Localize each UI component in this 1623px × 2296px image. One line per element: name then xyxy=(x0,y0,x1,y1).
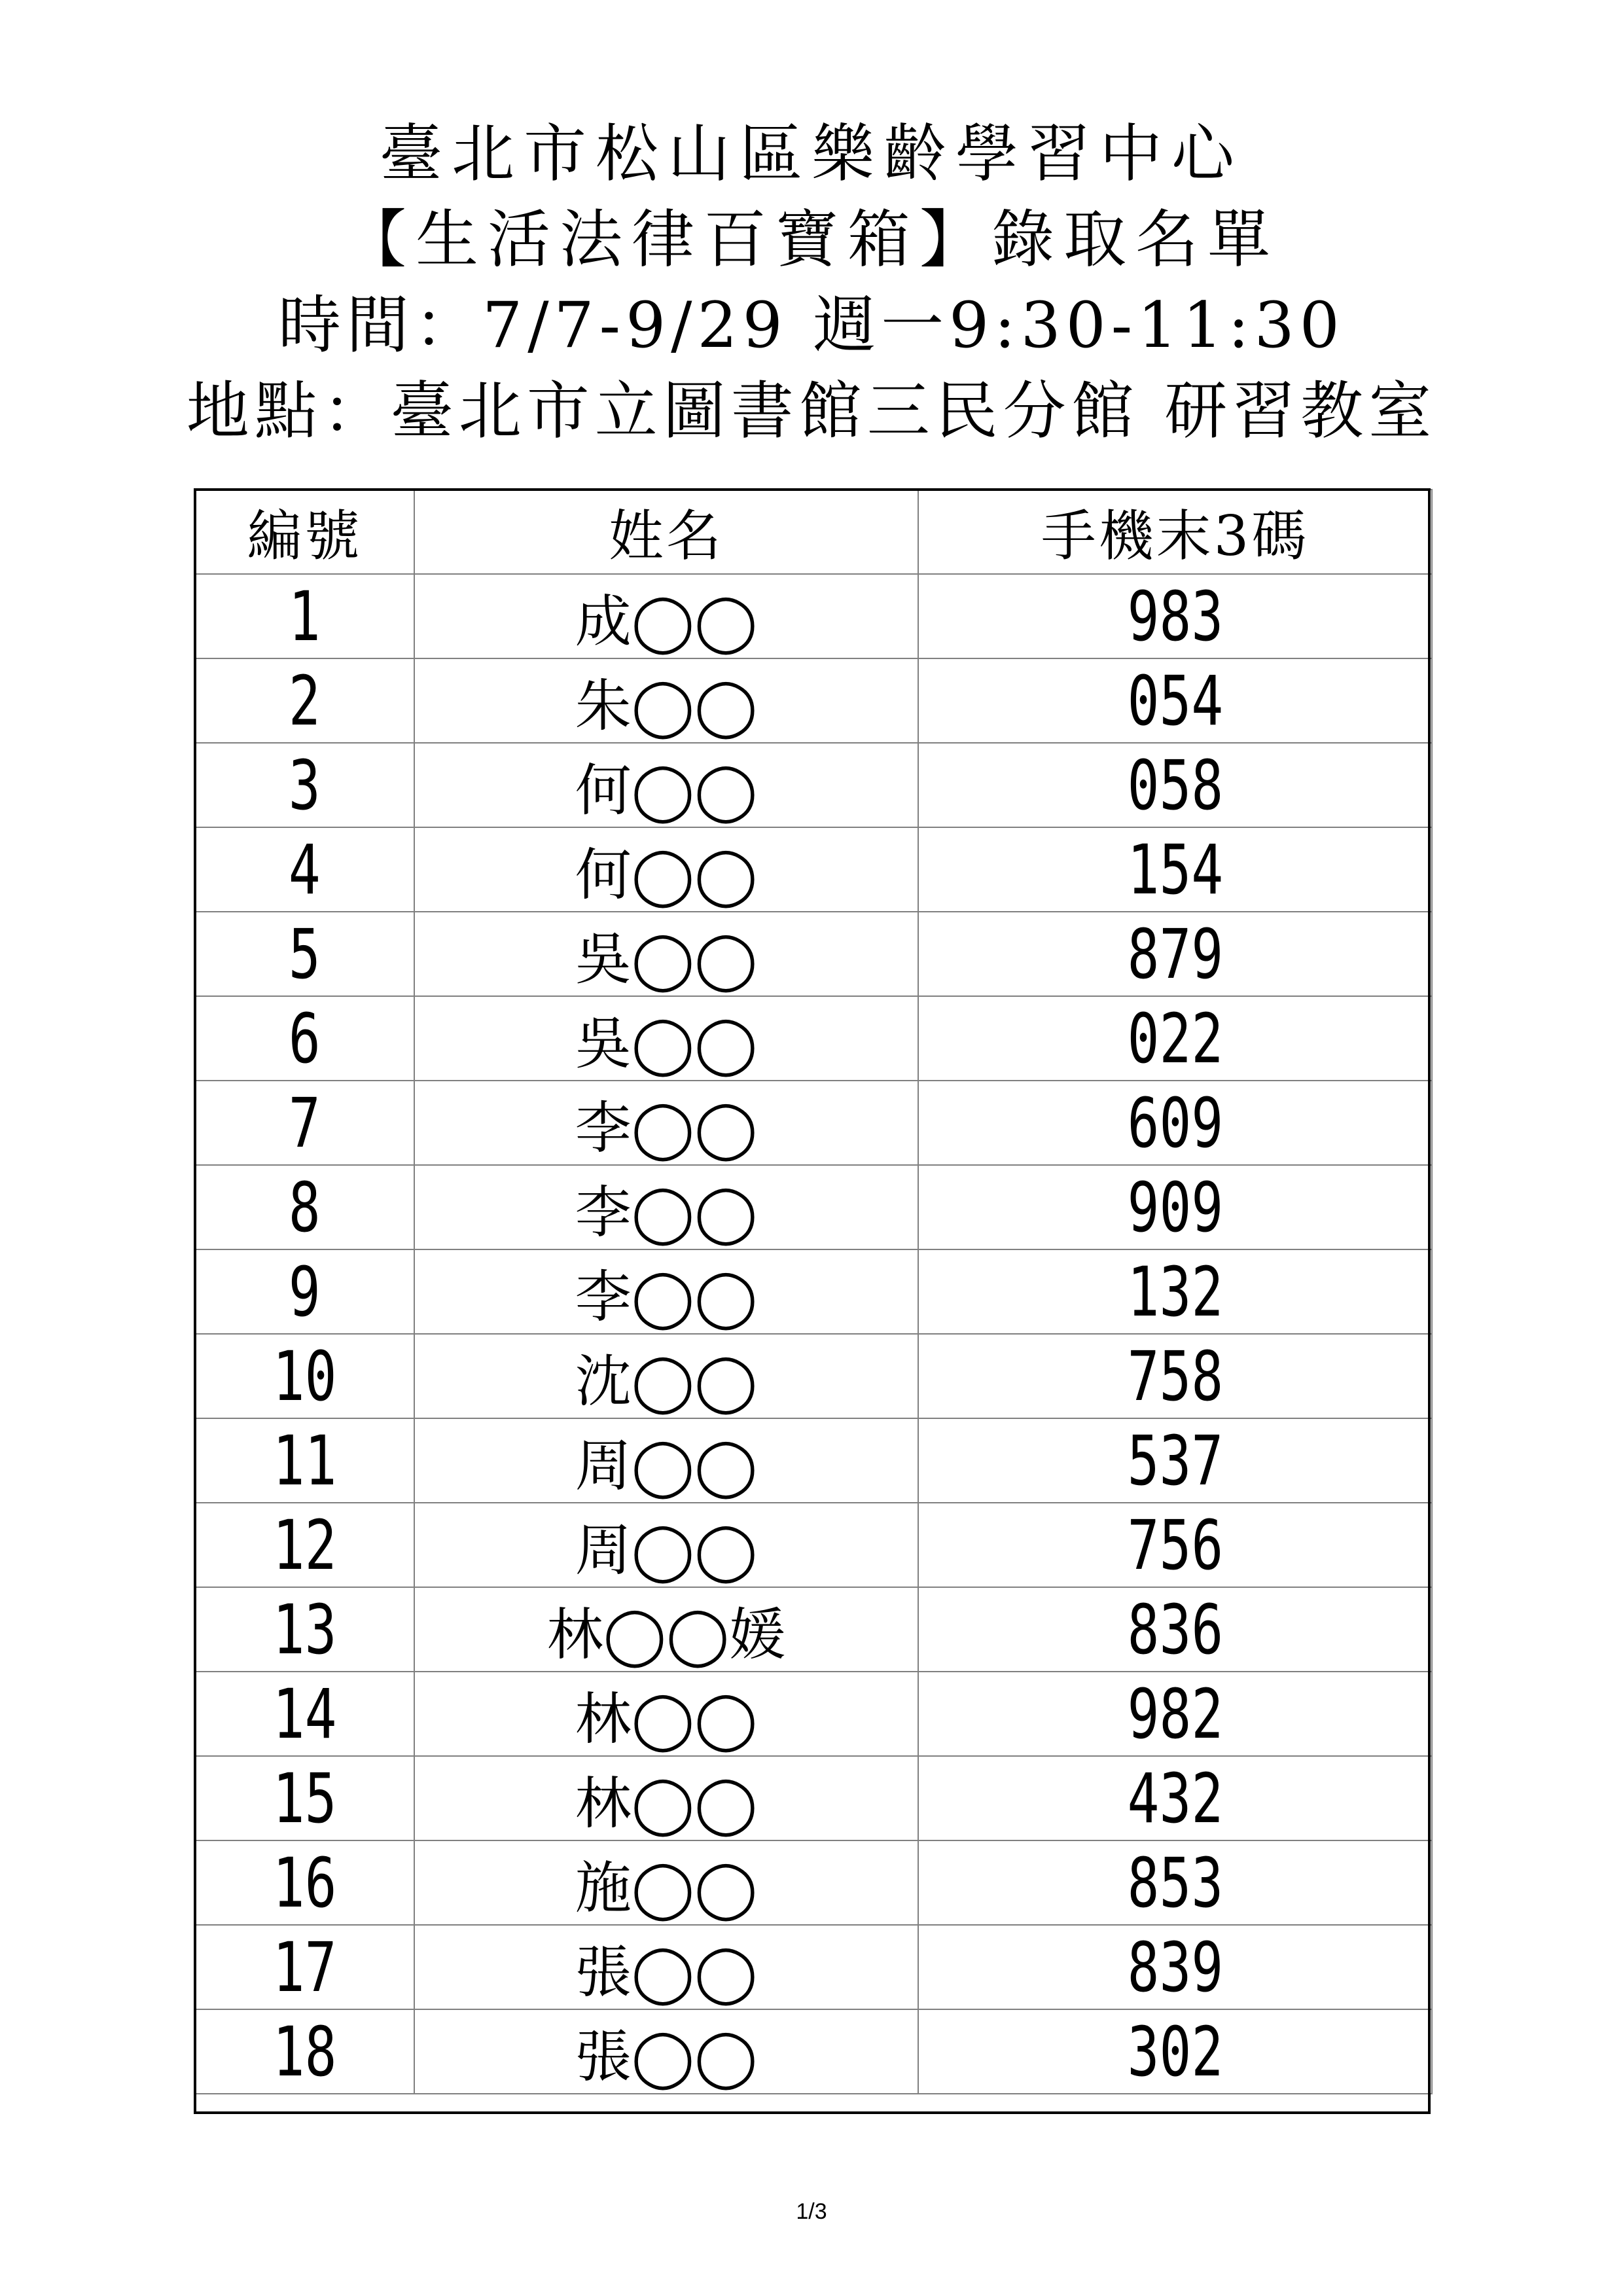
row-name-text: 李◯◯ xyxy=(575,1179,758,1246)
row-phone-last3 xyxy=(918,1840,1432,1925)
table-row xyxy=(195,1418,1432,1503)
row-name-text: 何◯◯ xyxy=(575,757,758,823)
row-phone-text: 154 xyxy=(1127,829,1223,910)
row-number-text: 7 xyxy=(289,1083,321,1163)
row-name xyxy=(414,1587,918,1672)
row-phone-text: 983 xyxy=(1127,576,1223,656)
row-name-text: 施◯◯ xyxy=(575,1855,758,1921)
row-phone-last3 xyxy=(918,1334,1432,1418)
table-row xyxy=(195,658,1432,743)
admission-table xyxy=(194,489,1433,2094)
row-phone-text: 836 xyxy=(1127,1589,1223,1670)
row-phone-last3 xyxy=(918,827,1432,912)
row-name xyxy=(414,2009,918,2094)
row-phone-last3 xyxy=(918,996,1432,1081)
row-name xyxy=(414,1418,918,1503)
row-phone-last3 xyxy=(918,574,1432,658)
table-row xyxy=(195,912,1432,996)
row-phone-text: 432 xyxy=(1127,1758,1223,1839)
page-number: 1/3 xyxy=(796,2199,827,2224)
row-name xyxy=(414,827,918,912)
table-row xyxy=(195,1503,1432,1587)
row-phone-text: 302 xyxy=(1127,2011,1223,2092)
table-body xyxy=(195,574,1432,2094)
row-number xyxy=(195,1081,414,1165)
center-name: 臺北市松山區樂齡學習中心 xyxy=(380,117,1243,190)
row-number-text: 17 xyxy=(272,1927,337,2007)
row-name-text: 沈◯◯ xyxy=(575,1348,758,1414)
row-number-text: 8 xyxy=(289,1167,321,1247)
table-row xyxy=(195,996,1432,1081)
row-phone-last3 xyxy=(918,1165,1432,1249)
row-name xyxy=(414,743,918,827)
row-phone-text: 758 xyxy=(1127,1336,1223,1416)
row-name-text: 吳◯◯ xyxy=(575,1011,758,1077)
row-number xyxy=(195,1503,414,1587)
table-header-row xyxy=(195,490,1432,574)
table-row xyxy=(195,1756,1432,1840)
row-number-text: 2 xyxy=(289,660,321,741)
row-number-text: 5 xyxy=(289,914,321,994)
time-line: 時間：7/7-9/29 週一9:30-11:30 xyxy=(278,289,1345,362)
table-row xyxy=(195,1840,1432,1925)
row-number xyxy=(195,912,414,996)
row-name xyxy=(414,1165,918,1249)
table-row xyxy=(195,2009,1432,2094)
row-number xyxy=(195,1925,414,2009)
row-number xyxy=(195,1840,414,1925)
row-name xyxy=(414,1334,918,1418)
row-name-text: 成◯◯ xyxy=(575,588,758,655)
row-name xyxy=(414,658,918,743)
row-phone-last3 xyxy=(918,1925,1432,2009)
row-phone-text: 839 xyxy=(1127,1927,1223,2007)
row-phone-last3 xyxy=(918,1587,1432,1672)
row-phone-text: 982 xyxy=(1127,1674,1223,1754)
table-row xyxy=(195,574,1432,658)
row-name xyxy=(414,1840,918,1925)
row-name xyxy=(414,1925,918,2009)
row-phone-text: 609 xyxy=(1127,1083,1223,1163)
row-name-text: 周◯◯ xyxy=(575,1517,758,1583)
table-row xyxy=(195,1165,1432,1249)
row-phone-text: 054 xyxy=(1127,660,1223,741)
row-number-text: 4 xyxy=(289,829,321,910)
row-number-text: 6 xyxy=(289,998,321,1079)
row-name xyxy=(414,1503,918,1587)
row-phone-last3 xyxy=(918,1672,1432,1756)
row-phone-last3 xyxy=(918,2009,1432,2094)
table-row xyxy=(195,1672,1432,1756)
row-name xyxy=(414,1081,918,1165)
row-phone-text: 058 xyxy=(1127,745,1223,825)
row-name xyxy=(414,1249,918,1334)
row-number-text: 16 xyxy=(272,1842,337,1923)
row-name-text: 張◯◯ xyxy=(575,1939,758,2005)
row-number xyxy=(195,574,414,658)
row-number xyxy=(195,2009,414,2094)
row-name xyxy=(414,912,918,996)
row-number-text: 13 xyxy=(272,1589,337,1670)
row-number xyxy=(195,658,414,743)
row-phone-text: 537 xyxy=(1127,1420,1223,1501)
row-number xyxy=(195,1165,414,1249)
row-phone-last3 xyxy=(918,1249,1432,1334)
table-row xyxy=(195,1249,1432,1334)
row-number xyxy=(195,996,414,1081)
table-row xyxy=(195,827,1432,912)
row-number xyxy=(195,1249,414,1334)
row-name-text: 朱◯◯ xyxy=(575,673,758,739)
row-phone-last3 xyxy=(918,1418,1432,1503)
row-number xyxy=(195,827,414,912)
row-number-text: 12 xyxy=(272,1505,337,1585)
row-name-text: 何◯◯ xyxy=(575,842,758,908)
row-number-text: 18 xyxy=(272,2011,337,2092)
row-phone-last3 xyxy=(918,743,1432,827)
row-number-text: 3 xyxy=(289,745,321,825)
row-name xyxy=(414,574,918,658)
row-name-text: 李◯◯ xyxy=(575,1264,758,1330)
row-phone-last3 xyxy=(918,912,1432,996)
row-number xyxy=(195,1418,414,1503)
row-phone-text: 132 xyxy=(1127,1251,1223,1332)
row-number-text: 1 xyxy=(289,576,321,656)
row-name-text: 周◯◯ xyxy=(575,1433,758,1499)
row-name-text: 林◯◯媛 xyxy=(546,1602,786,1668)
row-phone-text: 879 xyxy=(1127,914,1223,994)
row-phone-text: 853 xyxy=(1127,1842,1223,1923)
row-phone-last3 xyxy=(918,1756,1432,1840)
table-row xyxy=(195,1925,1432,2009)
row-phone-last3 xyxy=(918,658,1432,743)
row-number xyxy=(195,1756,414,1840)
location-line: 地點：臺北市立圖書館三民分館 研習教室 xyxy=(186,374,1437,448)
row-name-text: 張◯◯ xyxy=(575,2024,758,2090)
table-row xyxy=(195,743,1432,827)
row-phone-last3 xyxy=(918,1503,1432,1587)
column-header-phone: 手機末3碼 xyxy=(918,490,1432,574)
row-number xyxy=(195,743,414,827)
table-row xyxy=(195,1587,1432,1672)
row-number xyxy=(195,1587,414,1672)
row-number xyxy=(195,1672,414,1756)
column-header-number: 編號 xyxy=(195,490,414,574)
column-header-name: 姓名 xyxy=(414,490,918,574)
row-number-text: 14 xyxy=(272,1674,337,1754)
row-phone-last3 xyxy=(918,1081,1432,1165)
table-row xyxy=(195,1081,1432,1165)
row-number-text: 10 xyxy=(272,1336,337,1416)
row-name-text: 李◯◯ xyxy=(575,1095,758,1161)
row-number-text: 11 xyxy=(272,1420,337,1501)
row-phone-text: 756 xyxy=(1127,1505,1223,1585)
row-phone-text: 909 xyxy=(1127,1167,1223,1247)
row-name xyxy=(414,1756,918,1840)
course-title: 【生活法律百寶箱】錄取名單 xyxy=(344,203,1279,276)
row-phone-text: 022 xyxy=(1127,998,1223,1079)
row-name-text: 林◯◯ xyxy=(575,1686,758,1752)
row-name xyxy=(414,996,918,1081)
row-name xyxy=(414,1672,918,1756)
row-number xyxy=(195,1334,414,1418)
table-row xyxy=(195,1334,1432,1418)
row-number-text: 9 xyxy=(289,1251,321,1332)
document-header xyxy=(0,111,1623,454)
row-name-text: 吳◯◯ xyxy=(575,926,758,992)
row-name-text: 林◯◯ xyxy=(575,1770,758,1837)
row-number-text: 15 xyxy=(272,1758,337,1839)
